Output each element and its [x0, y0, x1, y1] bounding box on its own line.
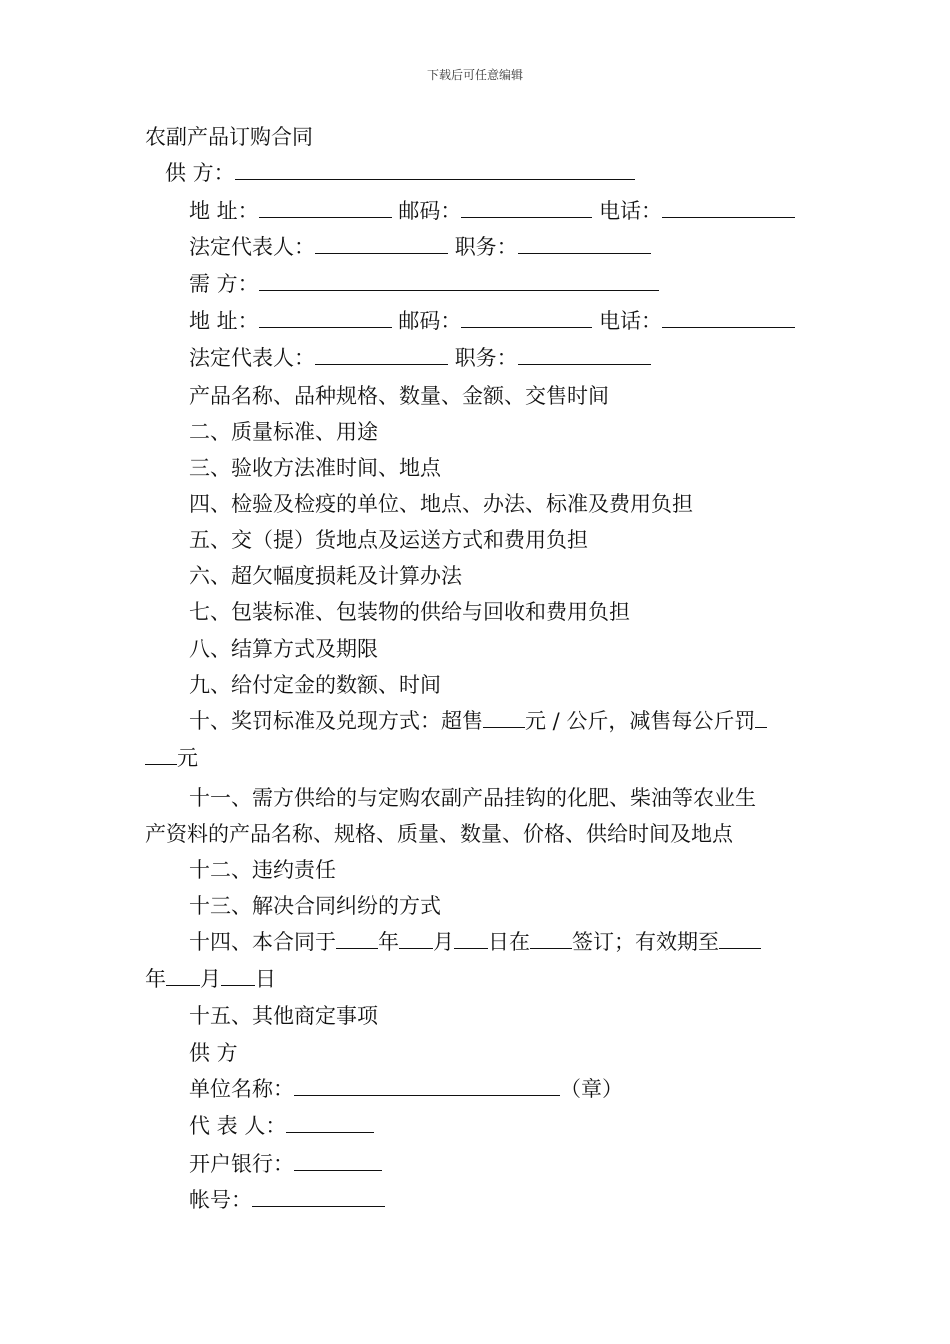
- supplier-legal-rep-blank[interactable]: [315, 234, 448, 254]
- clause-14-line2: [145, 966, 276, 992]
- clause-14-month: 月: [433, 930, 454, 954]
- supplier-line: [165, 160, 635, 186]
- buyer-postcode-label: 邮码：: [398, 309, 462, 333]
- sign-year-blank[interactable]: [336, 929, 378, 949]
- supplier-phone-blank[interactable]: [662, 198, 795, 218]
- signature-account-line: [189, 1187, 385, 1213]
- valid-month-blank[interactable]: [166, 966, 200, 986]
- buyer-legal-rep-blank[interactable]: [315, 345, 448, 365]
- buyer-legal-rep-label: 法定代表人：: [189, 346, 315, 370]
- supplier-postcode-label: 邮码：: [398, 199, 462, 223]
- bank-blank[interactable]: [294, 1151, 382, 1171]
- supplier-contact-line: [189, 198, 795, 224]
- sign-month-blank[interactable]: [399, 929, 433, 949]
- clause-3: 三、验收方法准时间、地点: [189, 456, 441, 480]
- supplier-position-label: 职务：: [454, 235, 518, 259]
- supplier-blank[interactable]: [235, 160, 635, 180]
- supplier-phone-label: 电话：: [599, 199, 663, 223]
- unit-name-blank[interactable]: [294, 1076, 560, 1096]
- clause-14-year-2: 年: [145, 967, 166, 991]
- clause-2: 二、质量标准、用途: [189, 420, 378, 444]
- buyer-contact-line: [189, 308, 795, 334]
- signature-rep-line: [189, 1113, 374, 1139]
- supplier-address-label: 地 址：: [189, 199, 259, 223]
- clause-11-line2: 产资料的产品名称、规格、质量、数量、价格、供给时间及地点: [145, 822, 733, 846]
- clause-9: 九、给付定金的数额、时间: [189, 673, 441, 697]
- supplier-legal-rep-label: 法定代表人：: [189, 235, 315, 259]
- clause-10-line2: [145, 745, 198, 771]
- clause-14-text-a: 十四、本合同于: [189, 930, 336, 954]
- clause-10-line1: [189, 708, 767, 734]
- buyer-position-blank[interactable]: [518, 345, 651, 365]
- buyer-blank[interactable]: [259, 271, 659, 291]
- clause-13: 十三、解决合同纠纷的方式: [189, 894, 441, 918]
- unit-name-label: 单位名称：: [189, 1077, 294, 1101]
- sign-day-blank[interactable]: [454, 929, 488, 949]
- oversell-reward-blank[interactable]: [483, 708, 525, 728]
- clause-8: 八、结算方式及期限: [189, 637, 378, 661]
- representative-label: 代 表 人：: [189, 1114, 287, 1138]
- clause-6: 六、超欠幅度损耗及计算办法: [189, 564, 462, 588]
- seal-label: （章）: [560, 1077, 623, 1101]
- valid-year-blank-a[interactable]: [719, 929, 761, 949]
- supplier-position-blank[interactable]: [518, 234, 651, 254]
- clause-10-text-b: 元 / 公斤，减售每公斤罚: [525, 709, 756, 733]
- buyer-phone-blank[interactable]: [662, 308, 795, 328]
- signature-bank-line: [189, 1151, 382, 1177]
- clause-4: 四、检验及检疫的单位、地点、办法、标准及费用负担: [189, 492, 693, 516]
- clause-14-day-2: 日: [255, 967, 276, 991]
- supplier-rep-line: [189, 234, 651, 260]
- buyer-postcode-blank[interactable]: [461, 308, 592, 328]
- clause-14-day: 日在: [488, 930, 530, 954]
- header-note: 下载后可任意编辑: [426, 68, 523, 82]
- buyer-address-blank[interactable]: [259, 308, 392, 328]
- clause-12: 十二、违约责任: [189, 858, 336, 882]
- clause-11-line1: 十一、需方供给的与定购农副产品挂钩的化肥、柴油等农业生: [189, 786, 756, 810]
- buyer-phone-label: 电话：: [599, 309, 663, 333]
- clause-1: 产品名称、品种规格、数量、金额、交售时间: [189, 384, 609, 408]
- account-blank[interactable]: [252, 1187, 385, 1207]
- clause-7: 七、包装标准、包装物的供给与回收和费用负担: [189, 600, 630, 624]
- clause-5: 五、交（提）货地点及运送方式和费用负担: [189, 528, 588, 552]
- signature-unit-line: [189, 1076, 623, 1102]
- undersell-penalty-blank-b[interactable]: [145, 745, 177, 765]
- account-label: 帐号：: [189, 1188, 252, 1212]
- clause-14-line1: [189, 929, 761, 955]
- clause-14-month-2: 月: [200, 967, 221, 991]
- buyer-line: [189, 271, 659, 297]
- bank-label: 开户银行：: [189, 1152, 294, 1176]
- sign-place-blank[interactable]: [530, 929, 572, 949]
- clause-10-text-c: 元: [177, 746, 198, 770]
- clause-14-signed: 签订；有效期至: [572, 930, 719, 954]
- supplier-address-blank[interactable]: [259, 198, 392, 218]
- buyer-position-label: 职务：: [454, 346, 518, 370]
- buyer-label: 需 方：: [189, 272, 259, 296]
- clause-14-year: 年: [378, 930, 399, 954]
- supplier-postcode-blank[interactable]: [461, 198, 592, 218]
- clause-10-text-a: 十、奖罚标准及兑现方式：超售: [189, 709, 483, 733]
- supplier-label: 供 方：: [165, 161, 235, 185]
- clause-15: 十五、其他商定事项: [189, 1004, 378, 1028]
- buyer-rep-line: [189, 345, 651, 371]
- buyer-address-label: 地 址：: [189, 309, 259, 333]
- undersell-penalty-blank-a[interactable]: [755, 708, 767, 728]
- signature-party: 供 方: [189, 1041, 238, 1065]
- representative-blank[interactable]: [286, 1113, 374, 1133]
- document-title: 农副产品订购合同: [145, 125, 313, 149]
- valid-day-blank[interactable]: [221, 966, 255, 986]
